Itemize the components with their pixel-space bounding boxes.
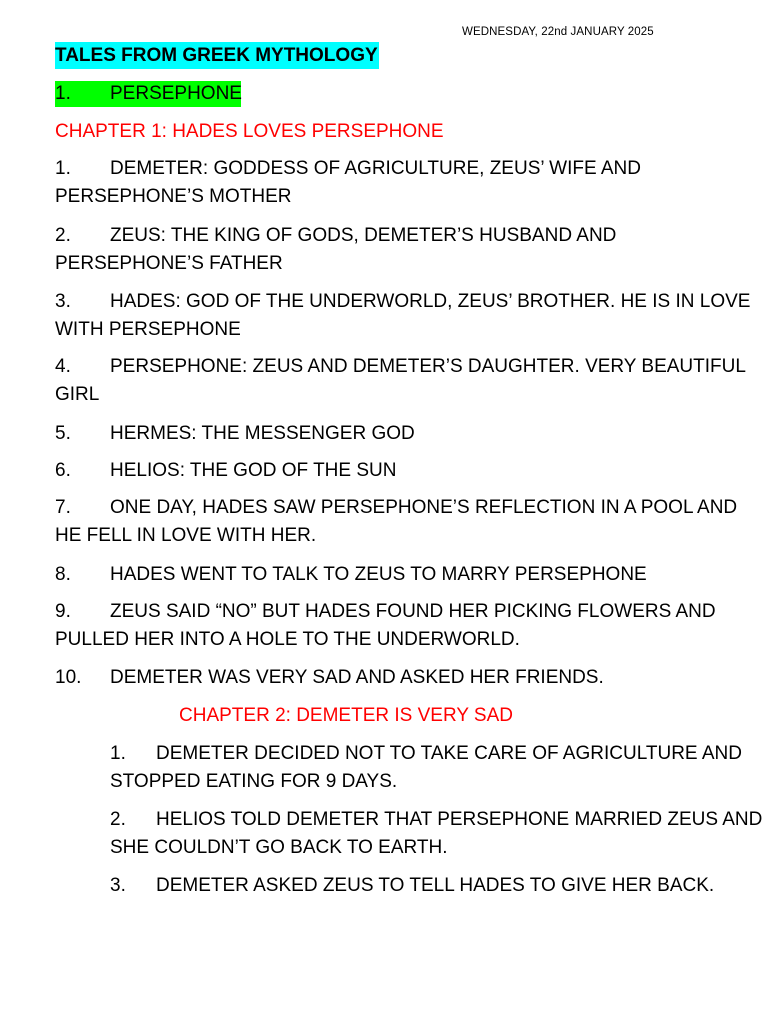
list-item-number: 2. — [55, 225, 71, 246]
list-item-text: DEMETER ASKED ZEUS TO TELL HADES TO GIVE HER BACK. — [156, 875, 715, 896]
list-item-text: HELIOS TOLD DEMETER THAT PERSEPHONE MARRIED ZEUS AND — [156, 809, 763, 830]
list-item — [55, 155, 755, 211]
list-item-text-continued: PULLED HER INTO A HOLE TO THE UNDERWORLD. — [55, 629, 520, 650]
list-item-text: ZEUS SAID “NO” BUT HADES FOUND HER PICKING FLOWERS AND — [110, 601, 716, 622]
list-item — [55, 457, 755, 485]
list-item — [55, 353, 765, 409]
list-item-text: ONE DAY, HADES SAW PERSEPHONE’S REFLECTION IN A POOL AND — [110, 497, 738, 518]
list-item-text: HADES WENT TO TALK TO ZEUS TO MARRY PERSEPHONE — [110, 564, 647, 585]
document-date: WEDNESDAY, 22nd JANUARY 2025 — [462, 26, 654, 38]
section-heading — [55, 81, 241, 107]
list-item-text-continued: SHE COULDN’T GO BACK TO EARTH. — [110, 837, 448, 858]
list-item — [55, 494, 755, 550]
list-item-text: ZEUS: THE KING OF GODS, DEMETER’S HUSBAND AND — [110, 225, 617, 246]
list-item-number: 3. — [110, 875, 126, 896]
list-item — [55, 420, 755, 448]
chapter-2-heading: CHAPTER 2: DEMETER IS VERY SAD — [179, 705, 513, 726]
list-item-text: HERMES: THE MESSENGER GOD — [110, 423, 415, 444]
list-item-text-continued: PERSEPHONE’S FATHER — [55, 253, 283, 274]
list-item-number: 8. — [55, 564, 71, 585]
list-item-number: 7. — [55, 497, 71, 518]
list-item-text-continued: STOPPED EATING FOR 9 DAYS. — [110, 771, 398, 792]
list-item-text-continued: GIRL — [55, 384, 100, 405]
list-item-text: HELIOS: THE GOD OF THE SUN — [110, 460, 397, 481]
list-item-text-continued: PERSEPHONE’S MOTHER — [55, 186, 292, 207]
list-item-number: 9. — [55, 601, 71, 622]
list-item-text-continued: HE FELL IN LOVE WITH HER. — [55, 525, 317, 546]
list-item-number: 1. — [55, 158, 71, 179]
list-item-number: 6. — [55, 460, 71, 481]
document-title: TALES FROM GREEK MYTHOLOGY — [55, 42, 379, 69]
list-item-text-continued: WITH PERSEPHONE — [55, 319, 241, 340]
list-item — [55, 222, 755, 278]
list-item-text: PERSEPHONE: ZEUS AND DEMETER’S DAUGHTER. VERY BEAUTIFUL — [110, 356, 746, 377]
chapter-1-heading: CHAPTER 1: HADES LOVES PERSEPHONE — [55, 121, 444, 142]
list-item — [110, 872, 760, 900]
list-item-number: 3. — [55, 291, 71, 312]
list-item — [55, 561, 755, 589]
list-item — [55, 664, 755, 692]
list-item — [110, 740, 760, 796]
section-label: PERSEPHONE — [110, 83, 242, 104]
list-item — [55, 598, 755, 654]
list-item-text: DEMETER DECIDED NOT TO TAKE CARE OF AGRICULTURE AND — [156, 743, 742, 764]
list-item-number: 1. — [110, 743, 126, 764]
list-item — [55, 288, 765, 344]
section-number: 1. — [55, 83, 71, 104]
list-item-number: 5. — [55, 423, 71, 444]
list-item-number: 4. — [55, 356, 71, 377]
list-item-text: DEMETER: GODDESS OF AGRICULTURE, ZEUS’ WIFE AND — [110, 158, 641, 179]
list-item-text: DEMETER WAS VERY SAD AND ASKED HER FRIENDS. — [110, 667, 604, 688]
list-item-number: 2. — [110, 809, 126, 830]
list-item-number: 10. — [55, 667, 82, 688]
list-item — [110, 806, 765, 862]
list-item-text: HADES: GOD OF THE UNDERWORLD, ZEUS’ BROTHER. HE IS IN LOVE — [110, 291, 751, 312]
